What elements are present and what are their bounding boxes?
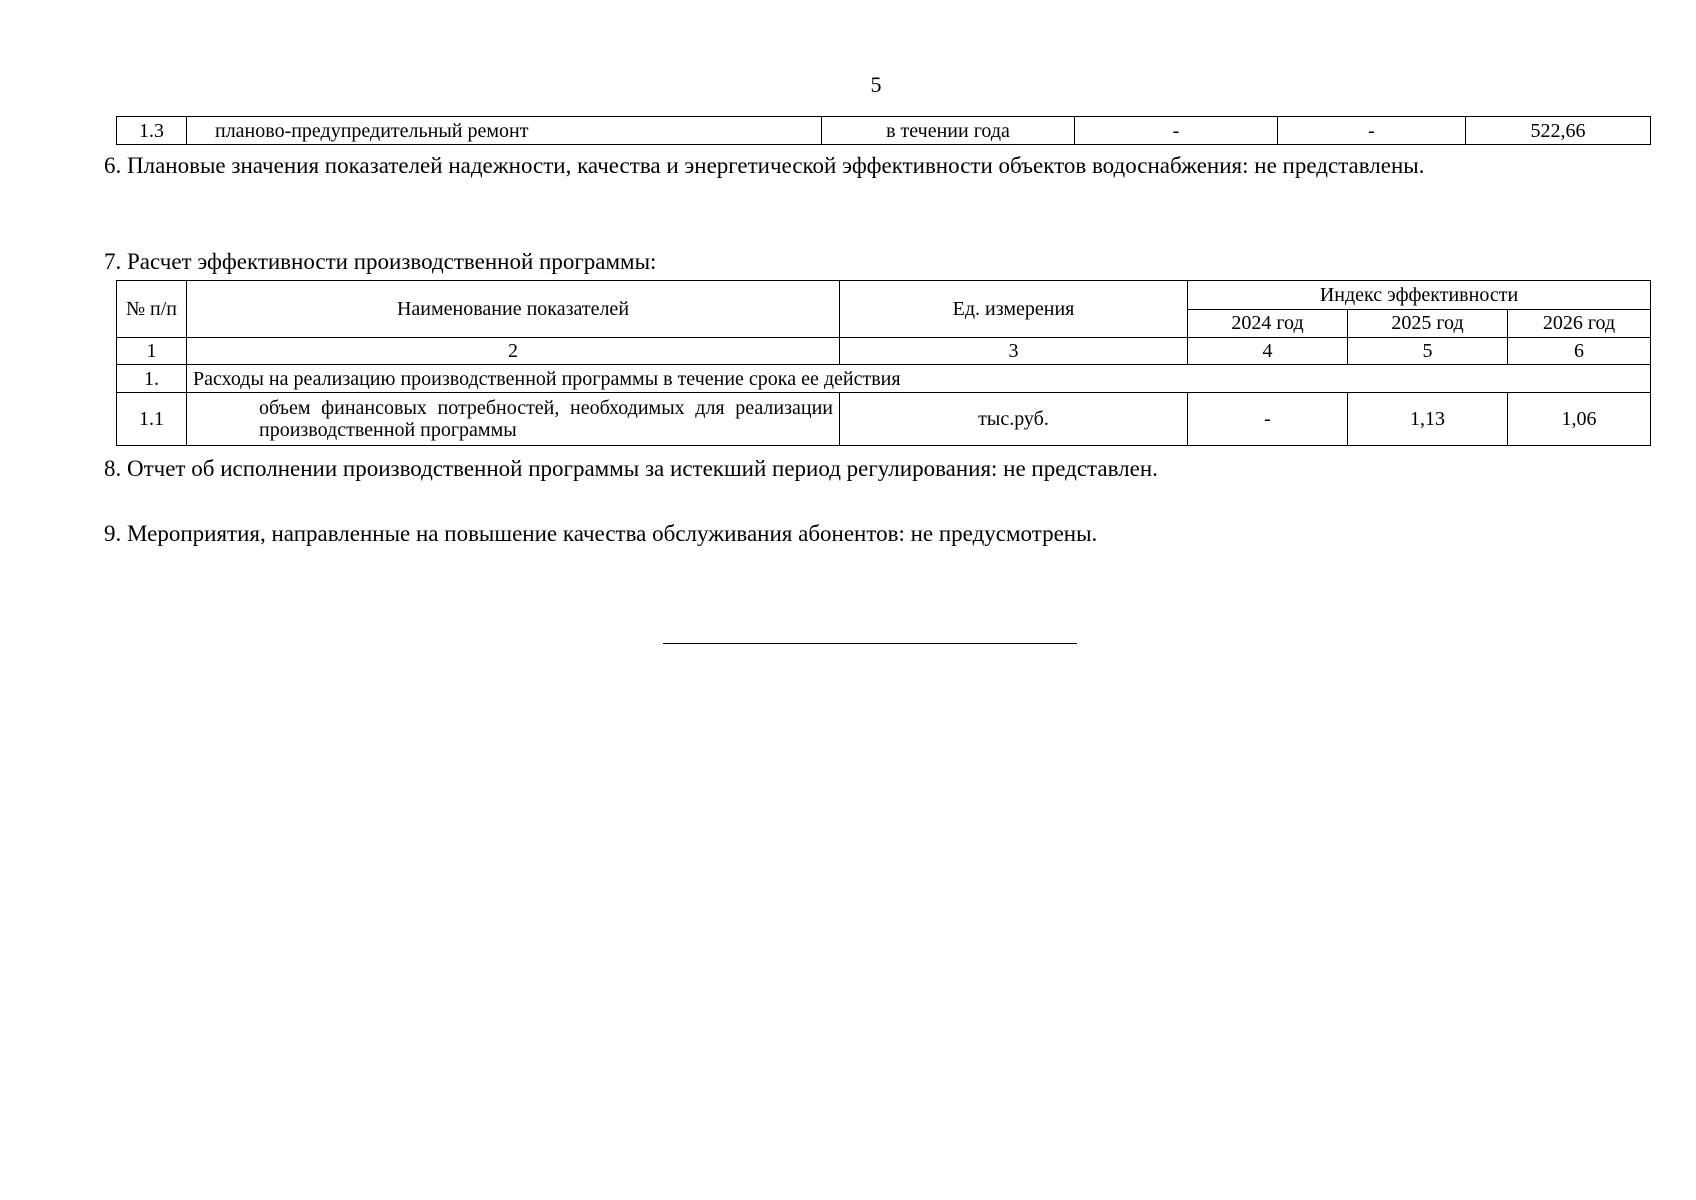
page-number: 5 bbox=[870, 72, 882, 97]
column-number: 6 bbox=[1508, 338, 1651, 365]
row-number: 1.3 bbox=[117, 117, 187, 145]
efficiency-table bbox=[116, 280, 1651, 446]
row-number: 1.1 bbox=[117, 393, 187, 446]
section-6-text: 6. Плановые значения показателей надежности, качества и энергетической эффективности объектов водоснабжения: не представлены. bbox=[104, 153, 1425, 178]
table-row bbox=[117, 393, 1651, 446]
section-7-heading: 7. Расчет эффективности производственной программы: bbox=[104, 249, 657, 274]
closing-line bbox=[663, 643, 1077, 644]
value-cell: 522,66 bbox=[1466, 117, 1651, 145]
value-cell: - bbox=[1075, 117, 1278, 145]
column-number: 1 bbox=[117, 338, 187, 365]
measure-name: планово-предупредительный ремонт bbox=[187, 117, 822, 145]
header-name: Наименование показателей bbox=[187, 281, 840, 338]
section-8-text: 8. Отчет об исполнении производственной программы за истекший период регулирования: не представлен. bbox=[104, 456, 1158, 481]
column-number: 5 bbox=[1348, 338, 1508, 365]
column-number-row bbox=[117, 338, 1651, 365]
header-num: № п/п bbox=[117, 281, 187, 338]
table-row bbox=[117, 117, 1651, 145]
value-2024: - bbox=[1188, 393, 1348, 446]
value-2025: 1,13 bbox=[1348, 393, 1508, 446]
value-2026: 1,06 bbox=[1508, 393, 1651, 446]
column-number: 4 bbox=[1188, 338, 1348, 365]
indicator-name: объем финансовых потребностей, необходимых для реализации производственной программы bbox=[187, 393, 840, 446]
measure-period: в течении года bbox=[822, 117, 1075, 145]
section-number: 1. bbox=[117, 365, 187, 393]
header-2025: 2025 год bbox=[1348, 309, 1508, 338]
header-unit: Ед. измерения bbox=[840, 281, 1188, 338]
indicator-unit: тыс.руб. bbox=[840, 393, 1188, 446]
header-2026: 2026 год bbox=[1508, 309, 1651, 338]
section-title: Расходы на реализацию производственной программы в течение срока ее действия bbox=[187, 365, 1651, 393]
value-cell: - bbox=[1278, 117, 1466, 145]
header-2024: 2024 год bbox=[1188, 309, 1348, 338]
measures-table bbox=[116, 116, 1651, 145]
header-row bbox=[117, 281, 1651, 310]
header-index: Индекс эффективности bbox=[1188, 281, 1651, 310]
section-row bbox=[117, 365, 1651, 393]
column-number: 2 bbox=[187, 338, 840, 365]
column-number: 3 bbox=[840, 338, 1188, 365]
section-9-text: 9. Мероприятия, направленные на повышение качества обслуживания абонентов: не предусмотрены. bbox=[104, 521, 1098, 546]
